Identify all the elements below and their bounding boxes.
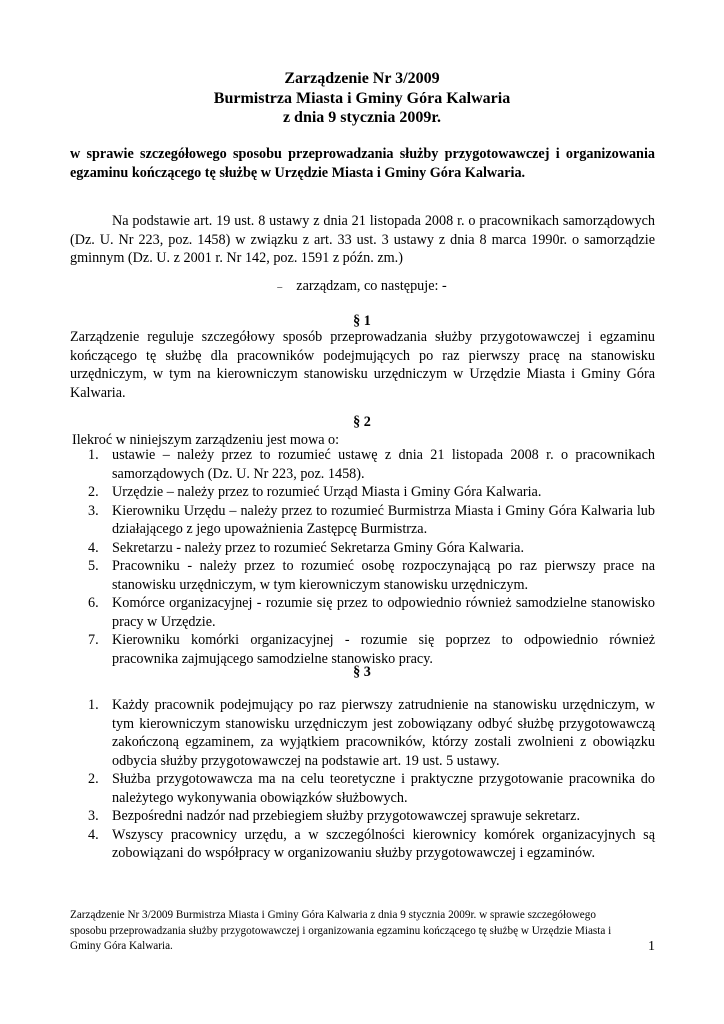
decree-dash: – — [277, 282, 283, 293]
list-item: 1. Każdy pracownik podejmujący po raz pierwszy zatrudnienie na stanowisku urzędniczym, w tym kierowniczym stanowisku urzędniczym jest zobowiązany odbyć służbę przygotowawczą zakończoną egzaminem, za wyjątkiem pracowników, którzy zostali zwolnieni z obowiązku odbycia służby przygotowawczej na podstawie art. 19 ust. 5 ustawy. — [88, 697, 655, 769]
list-item: 3. Bezpośredni nadzór nad przebiegiem służby przygotowawczej sprawuje sekretarz. — [88, 808, 580, 824]
list-item: 2. Służba przygotowawcza ma na celu teoretyczne i praktyczne przygotowanie pracownika do należytego wykonywania obowiązków służbowych. — [88, 771, 655, 806]
section-1-text: Zarządzenie reguluje szczegółowy sposób przeprowadzania służby przygotowawczej i egzaminu kończącego tę służbę dla pracowników podejmujących po raz pierwszy pracę na stanowisku urzędniczym, w tym na kierowniczym stanowisku urzędniczym w Urzędzie Miasta i Gminy Góra Kalwaria. — [70, 329, 655, 401]
section-3-list — [88, 696, 655, 863]
section-2-heading: § 2 — [353, 414, 371, 430]
section-3-heading: § 3 — [353, 664, 371, 680]
list-item: 3. Kierowniku Urzędu – należy przez to rozumieć Burmistrza Miasta i Gminy Góra Kalwaria lub działającego z jego upoważnienia Zastępcę Burmistrza. — [88, 502, 655, 537]
list-item: 2. Urzędzie – należy przez to rozumieć Urząd Miasta i Gminy Góra Kalwaria. — [88, 484, 542, 500]
list-item: 7. Kierowniku komórki organizacyjnej - rozumie się poprzez to odpowiednio również pracownika zajmującego samodzielne stanowisko pracy. — [88, 632, 655, 667]
page-footer — [70, 908, 655, 955]
section-2-list — [88, 446, 655, 668]
legal-basis: Na podstawie art. 19 ust. 8 ustawy z dnia 21 listopada 2008 r. o pracownikach samorządowych (Dz. U. Nr 223, poz. 1458) w związku z art. 33 ust. 3 ustawy z dnia 8 marca 1990r. o samorządzie gminnym (Dz. U. z 2001 r. Nr 142, poz. 1591 z późn. zm.) — [70, 213, 655, 266]
list-item: 1. ustawie – należy przez to rozumieć ustawę z dnia 21 listopada 2008 r. o pracownikach samorządowych (Dz. U. Nr 223, poz. 1458). — [88, 447, 655, 482]
header-issuer: Burmistrza Miasta i Gminy Góra Kalwaria — [213, 89, 511, 107]
list-item: 5. Pracowniku - należy przez to rozumieć osobę rozpoczynającą po raz pierwszy prace na stanowisku urzędniczym, w tym kierowniczym stanowisku urzędniczym. — [88, 558, 655, 593]
decree-text: zarządzam, co następuje: - — [296, 278, 447, 294]
list-item: 4. Sekretarzu - należy przez to rozumieć Sekretarza Gminy Góra Kalwaria. — [88, 539, 525, 556]
header-date: z dnia 9 stycznia 2009r. — [282, 109, 442, 126]
footer-text: Zarządzenie Nr 3/2009 Burmistrza Miasta i Gminy Góra Kalwaria z dnia 9 stycznia 2009r. w sprawie szczegółowego sposobu przeprowadzania służby przygotowawczej i organizowania egzaminu kończącego tę służbę w Urzędzie Miasta i Gminy Góra Kalwaria. — [70, 909, 612, 952]
subject-line: w sprawie szczegółowego sposobu przeprowadzania służby przygotowawczej i organizowania egzaminu kończącego tę służbę w Urzędzie Miasta i Gminy Góra Kalwaria. — [70, 146, 655, 181]
list-item: 4. Wszyscy pracownicy urzędu, a w szczególności kierownicy komórek organizacyjnych są zobowiązani do współpracy w organizowaniu służby przygotowawczej i egzaminów. — [88, 826, 655, 861]
header-title: Zarządzenie Nr 3/2009 — [284, 70, 440, 87]
decree-line — [0, 277, 724, 298]
document-header — [0, 69, 724, 128]
section-1-heading: § 1 — [353, 313, 371, 329]
list-item: 6. Komórce organizacyjnej - rozumie się przez to odpowiednio również samodzielne stanowisko pracy w Urzędzie. — [88, 595, 655, 630]
section-2-intro: Ilekroć w niniejszym zarządzeniu jest mowa o: — [72, 432, 340, 448]
page-number: 1 — [648, 939, 655, 954]
